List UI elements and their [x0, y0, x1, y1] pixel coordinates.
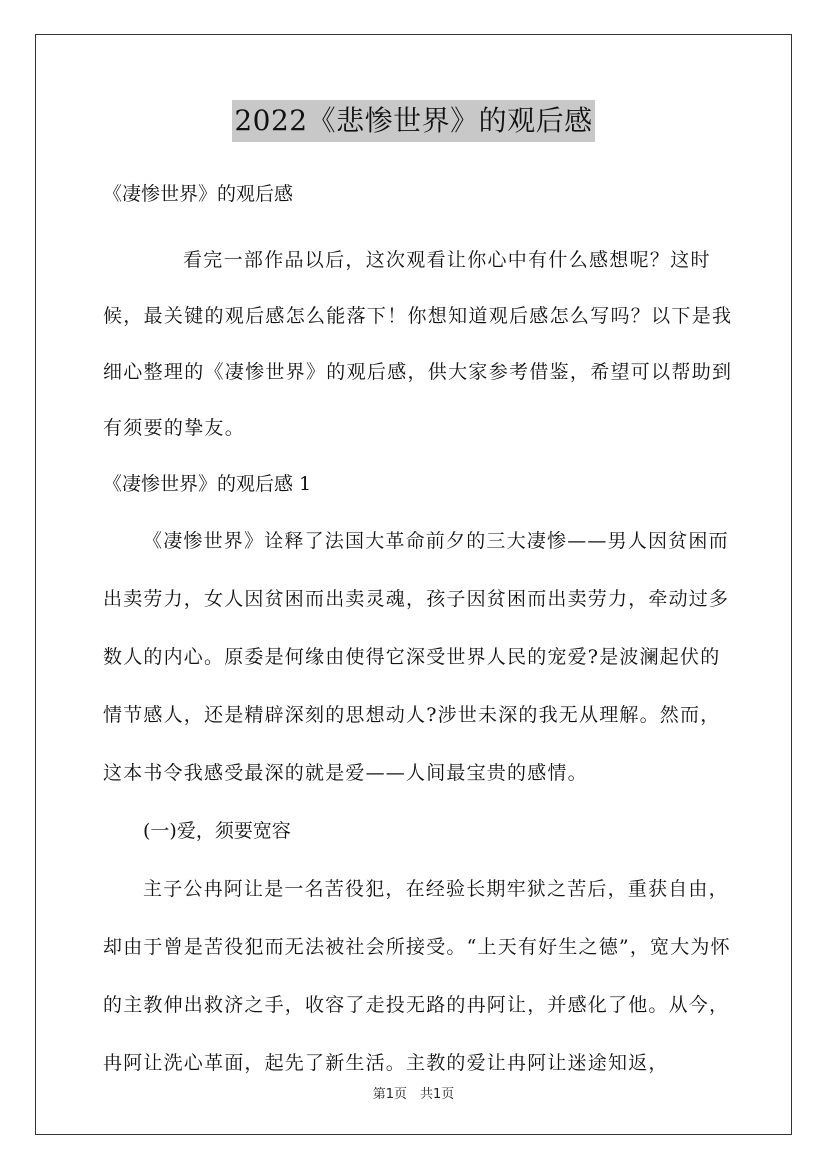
title-container [0, 100, 827, 142]
intro-paragraph: 看完一部作品以后，这次观看让你心中有什么感想呢？这时候，最关键的观后感怎么能落下！你想知道观后感怎么写吗？以下是我细心整理的《凄惨世界》的观后感，供大家参考借鉴，希望可以帮助到有须要的挚友。 [103, 249, 733, 439]
body-paragraph-1: 《凄惨世界》诠释了法国大革命前夕的三大凄惨——男人因贫困而出卖劳力，女人因贫困而出卖灵魂，孩子因贫困而出卖劳力，牵动过多数人的内心。原委是何缘由使得它深受世界人民的宠爱?是波澜起伏的情节感人，还是精辟深刻的思想动人?涉世未深的我无从理解。然而，这本书令我感受最深的就是爱——人间最宝贵的感情。 [103, 530, 730, 784]
document-subtitle: 《凄惨世界》的观后感 [103, 183, 294, 205]
document-body [103, 172, 733, 1092]
sub-heading: (一)爱，须要宽容 [143, 820, 291, 842]
page-footer: 第1页 共1页 [372, 1087, 455, 1102]
section-title: 《凄惨世界》的观后感 1 [103, 473, 312, 495]
body-paragraph-2: 主子公冉阿让是一名苦役犯，在经验长期牢狱之苦后，重获自由，却由于曾是苦役犯而无法被社会所接受。“上天有好生之德”，宽大为怀的主教伸出救济之手，收容了走投无路的冉阿让，并感化了他。从今，冉阿让洗心革面，起先了新生活。主教的爱让冉阿让迷途知返， [103, 878, 731, 1074]
document-title: 2022《悲惨世界》的观后感 [232, 100, 594, 142]
